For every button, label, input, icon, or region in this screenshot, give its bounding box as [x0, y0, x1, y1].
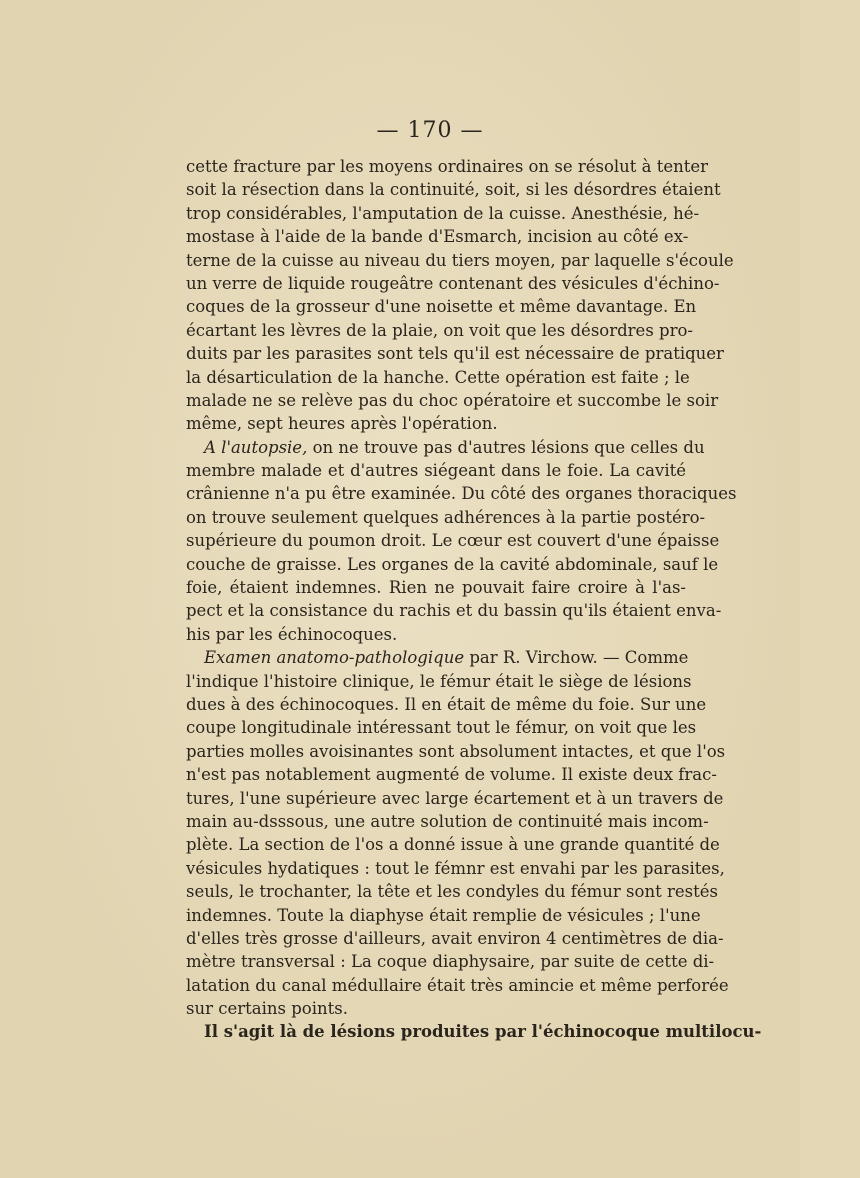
text-line	[186, 904, 701, 927]
line-text: seuls, le trochanter, la tête et les condyles du fémur sont restés	[186, 882, 718, 902]
text-line	[186, 155, 709, 178]
text-line	[186, 833, 720, 856]
italic-phrase: Examen anatomo-pathologique	[204, 648, 465, 668]
body-text	[186, 155, 762, 1044]
italic-phrase: A l'autopsie,	[204, 437, 308, 457]
line-text: mètre transversal : La coque diaphysaire, par suite de cette di-	[186, 952, 715, 972]
text-line	[186, 693, 707, 716]
line-text: his par les échinocoques.	[186, 624, 398, 644]
line-text: d'elles très grosse d'ailleurs, avait environ 4 centimètres de dia-	[186, 928, 724, 948]
line-text: crânienne n'a pu être examinée. Du côté des organes thoraciques	[186, 484, 737, 504]
text-line	[186, 319, 693, 342]
text-line	[186, 506, 706, 529]
text-line	[186, 716, 697, 739]
text-line	[186, 997, 686, 1020]
text-line	[186, 599, 722, 622]
line-text: mostase à l'aide de la bande d'Esmarch, incision au côté ex-	[186, 227, 689, 247]
text-line	[186, 412, 686, 435]
text-line	[186, 553, 719, 576]
text-line	[186, 295, 697, 318]
line-text: parties molles avoisinantes sont absolument intactes, et que l'os	[186, 741, 726, 761]
text-line	[186, 249, 734, 272]
text-line	[186, 436, 705, 459]
line-text: n'est pas notablement augmenté de volume. Il existe deux frac-	[186, 765, 717, 785]
line-text: main au-dsssous, une autre solution de continuité mais incom-	[186, 811, 709, 831]
text-line	[186, 576, 686, 599]
line-text: indemnes. Toute la diaphyse était remplie de vésicules ; l'une	[186, 905, 701, 925]
line-text: sur certains points.	[186, 999, 348, 1019]
text-line	[186, 927, 724, 950]
line-text: coupe longitudinale intéressant tout le fémur, on voit que les	[186, 718, 697, 738]
line-text: dues à des échinocoques. Il en était de même du foie. Sur une	[186, 694, 707, 714]
text-line	[186, 974, 729, 997]
line-text: tures, l'une supérieure avec large écartement et à un travers de	[186, 788, 724, 808]
line-text: supérieure du poumon droit. Le cœur est couvert d'une épaisse	[186, 531, 720, 551]
line-text: duits par les parasites sont tels qu'il est nécessaire de pratiquer	[186, 344, 724, 364]
line-text: on ne trouve pas d'autres lésions que celles du	[307, 437, 705, 457]
text-line	[186, 787, 724, 810]
line-text: on trouve seulement quelques adhérences à la partie postéro-	[186, 507, 706, 527]
text-line	[186, 950, 715, 973]
text-line	[186, 272, 720, 295]
line-text: même, sept heures après l'opération.	[186, 414, 498, 434]
line-text: l'indique l'histoire clinique, le fémur était le siège de lésions	[186, 671, 692, 691]
text-line	[186, 646, 689, 669]
text-line	[186, 366, 690, 389]
line-text: plète. La section de l'os a donné issue à une grande quantité de	[186, 835, 720, 855]
text-line	[186, 459, 686, 482]
text-line	[186, 482, 737, 505]
line-text: trop considérables, l'amputation de la cuisse. Anesthésie, hé-	[186, 203, 700, 223]
line-text: la désarticulation de la hanche. Cette opération est faite ; le	[186, 367, 690, 387]
line-text: par R. Virchow. — Comme	[464, 648, 689, 668]
line-text: terne de la cuisse au niveau du tiers moyen, par laquelle s'écoule	[186, 250, 734, 270]
text-line	[186, 178, 721, 201]
line-text: soit la résection dans la continuité, soit, si les désordres étaient	[186, 180, 721, 200]
line-text: écartant les lèvres de la plaie, on voit que les désordres pro-	[186, 320, 693, 340]
line-text: cette fracture par les moyens ordinaires on se résolut à tenter	[186, 157, 709, 176]
page-number: — 170 —	[376, 118, 484, 143]
line-text: malade ne se relève pas du choc opératoire et succombe le soir	[186, 390, 719, 410]
text-line	[186, 389, 719, 412]
line-text: coques de la grosseur d'une noisette et même davantage. En	[186, 297, 697, 317]
text-line	[186, 225, 689, 248]
line-text: foie, étaient indemnes. Rien ne pouvait faire croire à l'as-	[186, 578, 686, 598]
text-line	[186, 880, 718, 903]
text-line	[186, 740, 726, 763]
text-line	[186, 857, 725, 880]
text-line	[186, 342, 724, 365]
text-line	[186, 670, 692, 693]
text-line	[186, 810, 709, 833]
line-text: pect et la consistance du rachis et du bassin qu'ils étaient enva-	[186, 601, 722, 621]
text-line	[186, 623, 686, 646]
text-line	[186, 529, 720, 552]
text-line	[186, 202, 700, 225]
line-text: couche de graisse. Les organes de la cavité abdominale, sauf le	[186, 554, 719, 574]
line-text: latation du canal médullaire était très amincie et même perforée	[186, 975, 729, 995]
text-line	[186, 1020, 762, 1043]
text-line	[186, 763, 717, 786]
line-text: un verre de liquide rougeâtre contenant des vésicules d'échino-	[186, 273, 720, 293]
line-text: membre malade et d'autres siégeant dans le foie. La cavité	[186, 461, 686, 481]
line-text: Il s'agit là de lésions produites par l'échinocoque multilocu-	[204, 1022, 762, 1042]
line-text: vésicules hydatiques : tout le fémnr est envahi par les parasites,	[186, 858, 725, 878]
